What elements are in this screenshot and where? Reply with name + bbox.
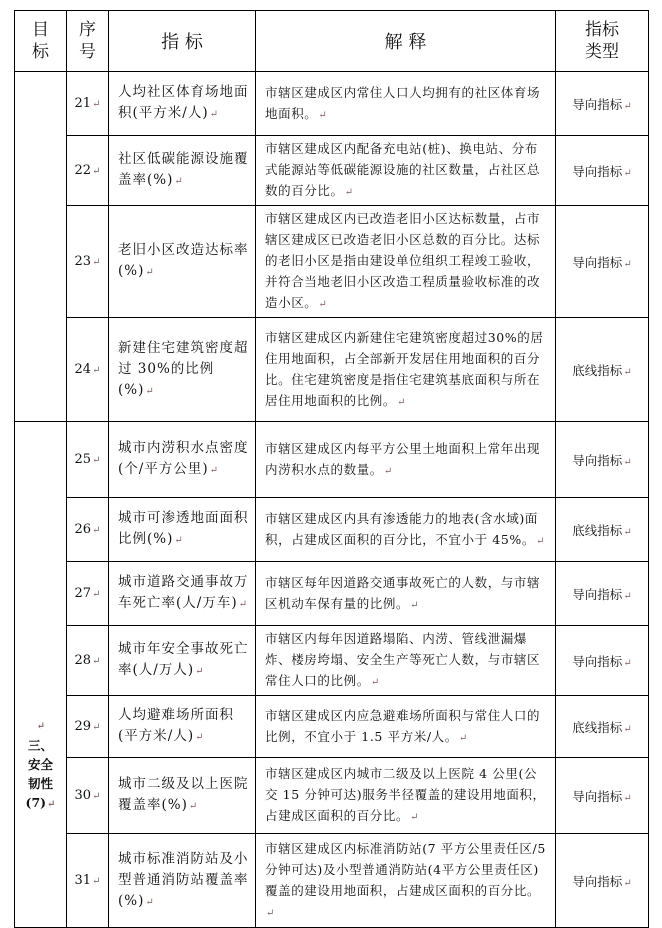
- goal-label-2: 安全: [27, 757, 53, 772]
- table-row: [15, 758, 649, 834]
- indicator-table: [14, 10, 649, 928]
- explanation-cell: 市辖区内每年因道路塌陷、内涝、管线泄漏爆炸、楼房垮塌、安全生产等死亡人数，与市辖区常住人口的比例。↵: [256, 626, 556, 696]
- type-cell: 导向指标↵: [556, 206, 649, 318]
- seq-cell: 30↵: [67, 758, 109, 834]
- type-cell: 导向指标↵: [556, 562, 649, 626]
- indicator-cell: 老旧小区改造达标率(%)↵: [109, 206, 256, 318]
- explanation-cell: 市辖区建成区内城市二级及以上医院 4 公里(公交 15 分钟可达)服务半径覆盖的建设用地面积，占建成区面积的百分比。↵: [256, 758, 556, 834]
- type-cell: 导向指标↵: [556, 626, 649, 696]
- indicator-cell: 社区低碳能源设施覆盖率(%)↵: [109, 136, 256, 206]
- seq-cell: 31↵: [67, 834, 109, 928]
- type-cell: 导向指标↵: [556, 72, 649, 136]
- table-row: [15, 498, 649, 562]
- indicator-cell: 城市年安全事故死亡率(人/万人)↵: [109, 626, 256, 696]
- seq-cell: 29↵: [67, 696, 109, 758]
- explanation-cell: 市辖区建成区内已改造老旧小区达标数量，占市辖区建成区已改造老旧小区总数的百分比。达标的老旧小区是指由建设单位组织工程竣工验收，并符合当地老旧小区改造工程质量验收标准的改造小区。↵: [256, 206, 556, 318]
- indicator-cell: 城市道路交通事故万车死亡率(人/万车)↵: [109, 562, 256, 626]
- explanation-cell: 市辖区建成区内常住人口人均拥有的社区体育场地面积。↵: [256, 72, 556, 136]
- explanation-cell: 市辖区建成区内每平方公里土地面积上常年出现内涝积水点的数量。↵: [256, 422, 556, 498]
- table-header-row: [15, 11, 649, 72]
- type-cell: 导向指标↵: [556, 422, 649, 498]
- seq-cell: 23↵: [67, 206, 109, 318]
- explanation-cell: 市辖区建成区内具有渗透能力的地表(含水域)面积，占建成区面积的百分比，不宜小于 45%。↵: [256, 498, 556, 562]
- header-indicator: 指 标: [109, 11, 256, 72]
- type-cell: 底线指标↵: [556, 696, 649, 758]
- table-row: [15, 562, 649, 626]
- type-cell: 导向指标↵: [556, 834, 649, 928]
- explanation-cell: 市辖区建成区内标准消防站(7 平方公里责任区/5 分钟可达)及小型普通消防站(4平方公里责任区)覆盖的建设用地面积，占建成区面积的百分比。↵: [256, 834, 556, 928]
- header-goal: 目 标: [15, 11, 67, 72]
- table-row: [15, 422, 649, 498]
- seq-cell: 28↵: [67, 626, 109, 696]
- indicator-cell: 人均避难场所面积(平方米/人)↵: [109, 696, 256, 758]
- table-row: [15, 834, 649, 928]
- table-row: [15, 318, 649, 422]
- type-cell: 导向指标↵: [556, 758, 649, 834]
- explanation-cell: 市辖区建成区内应急避难场所面积与常住人口的比例，不宜小于 1.5 平方米/人。↵: [256, 696, 556, 758]
- explanation-cell: 市辖区每年因道路交通事故死亡的人数，与市辖区机动车保有量的比例。↵: [256, 562, 556, 626]
- seq-cell: 24↵: [67, 318, 109, 422]
- goal-label: 三、: [27, 738, 53, 753]
- seq-cell: 21↵: [67, 72, 109, 136]
- explanation-cell: 市辖区建成区内新建住宅建筑密度超过30%的居住用地面积，占全部新开发居住用地面积的百分比。住宅建筑密度是指住宅建筑基底面积与所在居住用地面积的比例。↵: [256, 318, 556, 422]
- header-seq: 序 号: [67, 11, 109, 72]
- seq-cell: 27↵: [67, 562, 109, 626]
- goal-label-3: 韧性: [27, 776, 53, 791]
- goal-label-4: (7): [25, 795, 47, 810]
- table-row: [15, 696, 649, 758]
- table-row: [15, 206, 649, 318]
- seq-cell: 26↵: [67, 498, 109, 562]
- seq-cell: 22↵: [67, 136, 109, 206]
- indicator-cell: 城市内涝积水点密度(个/平方公里)↵: [109, 422, 256, 498]
- explanation-cell: 市辖区建成区内配备充电站(桩)、换电站、分布式能源站等低碳能源设施的社区数量，占社区总数的百分比。↵: [256, 136, 556, 206]
- goal-cell-empty: [15, 72, 67, 422]
- table-row: [15, 626, 649, 696]
- indicator-cell: 城市二级及以上医院覆盖率(%)↵: [109, 758, 256, 834]
- header-type: 指标 类型: [556, 11, 649, 72]
- goal-cell: ↵ 三、 安全 韧性 (7)↵: [15, 422, 67, 928]
- type-cell: 底线指标↵: [556, 498, 649, 562]
- type-cell: 导向指标↵: [556, 136, 649, 206]
- table-row: [15, 72, 649, 136]
- indicator-cell: 新建住宅建筑密度超过 30%的比例(%)↵: [109, 318, 256, 422]
- indicator-cell: 人均社区体育场地面积(平方米/人)↵: [109, 72, 256, 136]
- indicator-cell: 城市可渗透地面面积比例(%)↵: [109, 498, 256, 562]
- header-explanation: 解 释: [256, 11, 556, 72]
- indicator-cell: 城市标准消防站及小型普通消防站覆盖率(%)↵: [109, 834, 256, 928]
- table-row: [15, 136, 649, 206]
- seq-cell: 25↵: [67, 422, 109, 498]
- type-cell: 底线指标↵: [556, 318, 649, 422]
